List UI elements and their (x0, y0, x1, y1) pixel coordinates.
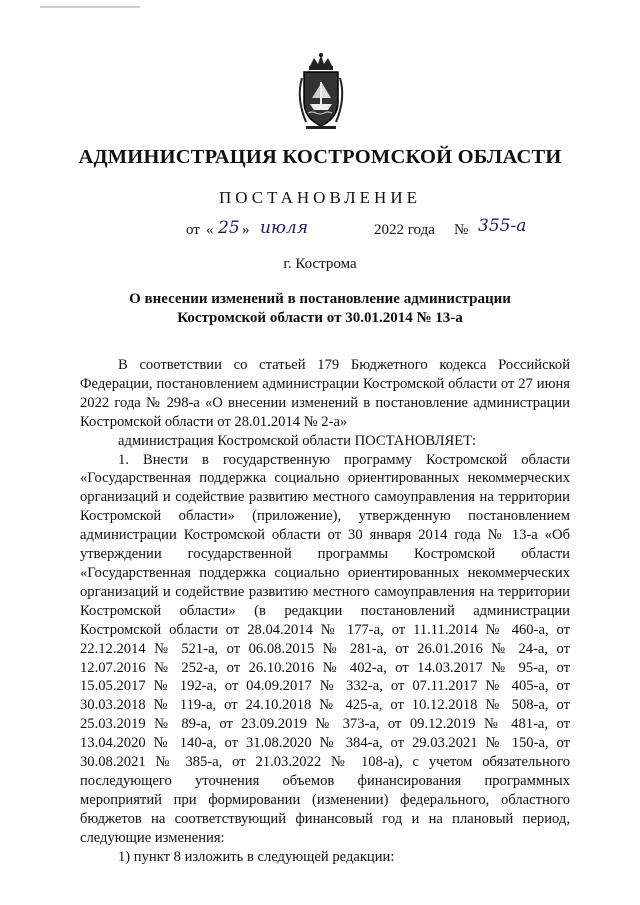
subject-line-1: О внесении изменений в постановление администрации (129, 291, 511, 307)
paragraph-preamble: В соответствии со статьей 179 Бюджетного кодекса Российской Федерации, постановлением администрации Костромской области от 27 июня 2022 года № 298-а «О внесении изменений в постановление администрации Костромской области от 28.01.2014 № 2-а» (80, 357, 570, 430)
paragraph-resolves: администрация Костромской области ПОСТАНОВЛЯЕТ: (118, 432, 477, 449)
coat-of-arms-icon (292, 52, 350, 132)
city-name: г. Кострома (283, 256, 357, 272)
date-line (186, 218, 606, 244)
document-subject (90, 290, 550, 328)
document-number-handwritten: 355-а (478, 216, 527, 236)
paragraph-subitem-1: 1) пункт 8 изложить в следующей редакции: (118, 848, 395, 865)
date-year: 2022 года (374, 222, 435, 238)
document-body (80, 356, 570, 866)
date-prefix: от (186, 222, 200, 238)
date-month-handwritten: июля (260, 218, 308, 238)
document-type: ПОСТАНОВЛЕНИЕ (218, 188, 421, 207)
date-quote-open: « (206, 222, 214, 238)
organization-title: АДМИНИСТРАЦИЯ КОСТРОМСКОЙ ОБЛАСТИ (78, 146, 562, 168)
date-day-handwritten: 25 (218, 218, 240, 238)
date-quote-close: » (242, 222, 250, 238)
number-sign: № (454, 222, 469, 238)
paragraph-item-1: 1. Внести в государственную программу Костромской области «Государственная поддержка социально ориентированных некоммерческих организаций и содействие развитию местного самоуправления на территории Костромской области» (приложение), утвержденную постановлением администрации Костромской области от 30 января 2014 года № 13-а «Об утверждении государственной программы Костромской области «Государственная поддержка социально ориентированных некоммерческих организаций и содействие развитию местного самоуправления на территории Костромской области» (в редакции постановлений администрации Костромской области от 28.04.2014 № 177-а, от 11.11.2014 № 460-а, от 22.12.2014 № 521-а, от 06.08.2015 № 281-а, от 26.01.2016 № 24-а, от 12.07.2016 № 252-а, от 26.10.2016 № 402-а, от 14.03.2017 № 95-а, от 15.05.2017 № 192-а, от 04.09.2017 № 332-а, от 07.11.2017 № 405-а, от 30.03.2018 № 119-а, от 24.10.2018 № 425-а, от 10.12.2018 № 508-а, от 25.03.2019 № 89-а, от 23.09.2019 № 373-а, от 09.12.2019 № 481-а, от 13.04.2020 № 140-а, от 31.08.2020 № 384-а, от 29.03.2021 № 150-а, от 30.08.2021 № 385-а, от 21.03.2022 № 108-а), с учетом обязательного последующего уточнения объемов финансирования программных мероприятий при формировании (изменении) федерального, областного бюджетов на соответствующий финансовый год и на плановый период, следующие изменения: (80, 451, 570, 846)
subject-line-2: Костромской области от 30.01.2014 № 13-а (177, 310, 463, 326)
scan-artifact (40, 6, 140, 8)
